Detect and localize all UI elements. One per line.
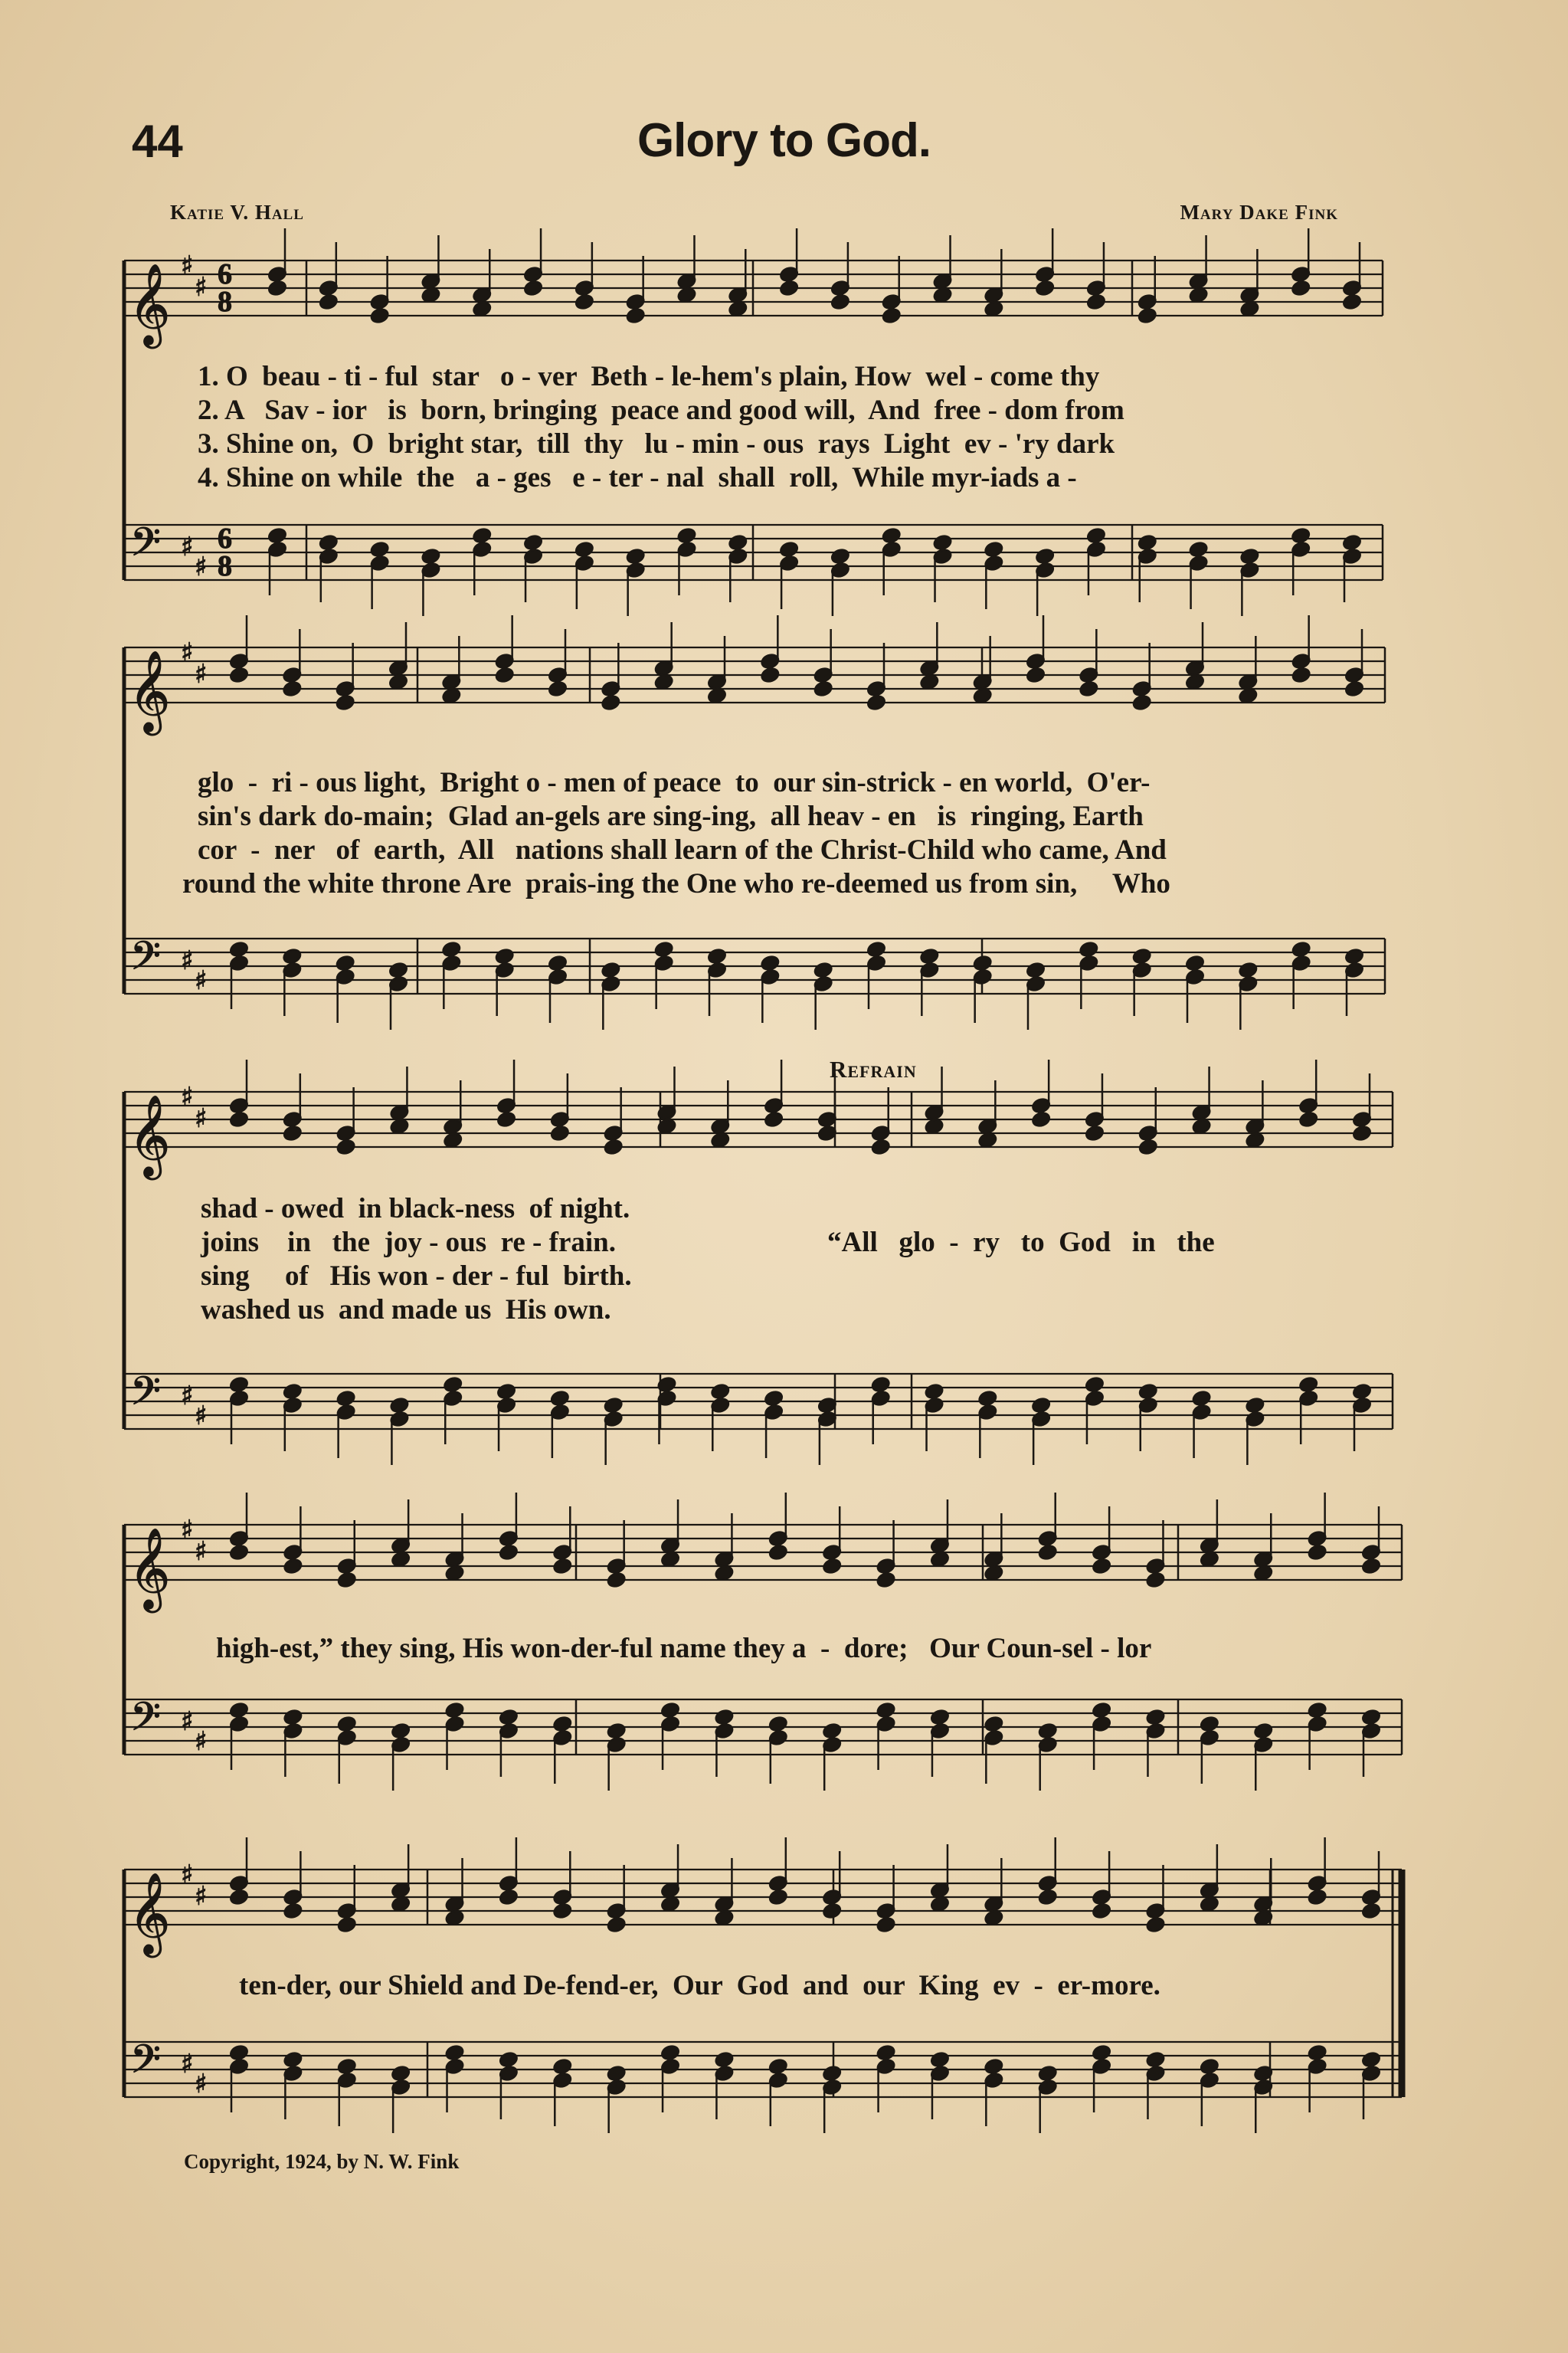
notehead	[1079, 941, 1098, 959]
notehead	[654, 941, 674, 959]
sharp-sign: ♯	[181, 532, 194, 562]
notehead	[1092, 1558, 1111, 1575]
treble-clef: 𝄞	[129, 650, 171, 732]
notehead	[924, 1383, 944, 1401]
notehead	[282, 948, 302, 965]
notehead	[866, 941, 886, 959]
notehead	[1344, 680, 1364, 698]
notehead	[607, 1916, 627, 1934]
notehead	[1352, 1125, 1372, 1142]
notehead	[1344, 948, 1364, 965]
notehead	[654, 673, 674, 691]
notehead	[267, 527, 287, 545]
notehead	[337, 1916, 357, 1934]
notehead	[919, 948, 939, 965]
notehead	[389, 1118, 409, 1136]
notehead	[1031, 1397, 1051, 1414]
refrain-line3: ten-der, our Shield and De-fend-er, Our God and our King ev - er-more.	[239, 1970, 1160, 2001]
notehead	[1092, 1902, 1111, 1920]
notehead	[229, 1111, 249, 1129]
sharp-sign: ♯	[181, 945, 194, 976]
notehead	[499, 1889, 519, 1906]
refrain-line1: “All glo - ry to God in the	[827, 1227, 1215, 1258]
notehead	[1298, 1111, 1318, 1129]
notehead	[984, 1909, 1003, 1927]
notehead	[1239, 548, 1259, 565]
notehead	[660, 1551, 680, 1568]
notehead	[552, 1558, 572, 1575]
notehead	[1253, 1565, 1273, 1582]
notehead	[444, 1909, 464, 1927]
notehead	[552, 1902, 572, 1920]
notehead	[229, 667, 249, 684]
notehead	[391, 1722, 411, 1740]
sharp-sign: ♯	[181, 1082, 194, 1113]
notehead	[1085, 1125, 1105, 1142]
verse3-line1: 3. Shine on, O bright star, till thy lu - min - ous rays Light ev - 'ry dark	[198, 428, 1115, 460]
notehead	[495, 667, 515, 684]
notehead	[882, 307, 902, 325]
notehead	[229, 941, 249, 959]
time-signature-digit: 6	[218, 258, 232, 290]
notehead	[1145, 1571, 1165, 1589]
notehead	[1291, 941, 1311, 959]
notehead	[1191, 1118, 1211, 1136]
notehead	[444, 1565, 464, 1582]
notehead	[1185, 955, 1205, 972]
notehead	[421, 287, 440, 304]
notehead	[707, 687, 727, 705]
notehead	[714, 1909, 734, 1927]
notehead	[229, 1702, 249, 1719]
notehead	[1308, 1889, 1327, 1906]
notehead	[319, 534, 339, 552]
notehead	[601, 694, 620, 712]
notehead	[499, 2051, 519, 2069]
notehead	[548, 680, 568, 698]
notehead	[604, 1139, 624, 1156]
lyricist-credit: Katie V. Hall	[170, 201, 304, 224]
notehead	[283, 1558, 303, 1575]
notehead	[496, 1111, 516, 1129]
notehead	[932, 287, 952, 304]
notehead	[822, 1722, 842, 1740]
refrain-line2: high-est,” they sing, His won-der-ful name they a - dore; Our Coun-sel - lor	[216, 1633, 1152, 1664]
notehead	[283, 1902, 303, 1920]
notehead	[1361, 1709, 1381, 1726]
notehead	[1138, 1139, 1158, 1156]
notehead	[1185, 673, 1205, 691]
notehead	[984, 1716, 1003, 1733]
notehead	[1291, 527, 1311, 545]
notehead	[660, 2044, 680, 2062]
sharp-sign: ♯	[181, 637, 194, 668]
verse2-line1: 2. A Sav - ior is born, bringing peace and good will, And free - dom from	[198, 395, 1124, 426]
notehead	[626, 307, 646, 325]
notehead	[391, 1896, 411, 1913]
notehead	[319, 293, 339, 311]
notehead	[1138, 534, 1157, 552]
notehead	[764, 1111, 784, 1129]
notehead	[1138, 1383, 1158, 1401]
notehead	[337, 2058, 357, 2076]
notehead	[876, 2044, 895, 2062]
copyright-notice: Copyright, 1924, by N. W. Fink	[184, 2150, 460, 2173]
treble-clef: 𝄞	[129, 1527, 171, 1609]
notehead	[472, 527, 492, 545]
sharp-sign: ♯	[195, 552, 208, 582]
notehead	[443, 1132, 463, 1149]
notehead	[607, 1571, 627, 1589]
sharp-sign: ♯	[195, 659, 208, 690]
notehead	[1132, 694, 1152, 712]
notehead	[714, 1709, 734, 1726]
notehead	[550, 1390, 570, 1408]
notehead	[1086, 527, 1106, 545]
notehead	[1132, 948, 1152, 965]
notehead	[1188, 287, 1208, 304]
notehead	[370, 541, 390, 559]
notehead	[707, 948, 727, 965]
notehead	[607, 1722, 627, 1740]
notehead	[871, 1376, 891, 1394]
notehead	[866, 694, 886, 712]
sharp-sign: ♯	[195, 272, 208, 303]
refrain-label: Refrain	[830, 1056, 917, 1083]
notehead	[626, 548, 646, 565]
notehead	[472, 300, 492, 318]
notehead	[607, 2065, 627, 2083]
notehead	[710, 1383, 730, 1401]
verse4-line2: round the white throne Are prais-ing the One who re-deemed us from sin, Who	[182, 868, 1170, 900]
notehead	[822, 1902, 842, 1920]
notehead	[768, 2058, 788, 2076]
notehead	[1038, 2065, 1058, 2083]
notehead	[1145, 2051, 1165, 2069]
notehead	[441, 687, 461, 705]
notehead	[984, 1565, 1003, 1582]
verse1-line2: glo - ri - ous light, Bright o - men of peace to our sin-strick - en world, O'er-	[198, 767, 1151, 798]
notehead	[930, 1709, 950, 1726]
verse2-line3: joins in the joy - ous re - frain.	[201, 1227, 616, 1258]
notehead	[779, 280, 799, 297]
notehead	[1145, 1709, 1165, 1726]
notehead	[552, 1716, 572, 1733]
notehead	[977, 1390, 997, 1408]
notehead	[229, 1889, 249, 1906]
notehead	[604, 1397, 624, 1414]
bass-clef: 𝄢	[130, 1368, 161, 1424]
notehead	[984, 2058, 1003, 2076]
verse4-line3: washed us and made us His own.	[201, 1294, 611, 1326]
notehead	[283, 1125, 303, 1142]
notehead	[876, 1571, 895, 1589]
notehead	[984, 541, 1003, 559]
notehead	[973, 955, 993, 972]
notehead	[760, 667, 780, 684]
notehead	[388, 962, 408, 979]
notehead	[495, 948, 515, 965]
notehead	[882, 527, 902, 545]
notehead	[813, 680, 833, 698]
notehead	[574, 293, 594, 311]
notehead	[229, 1376, 249, 1394]
notehead	[574, 541, 594, 559]
notehead	[1038, 1544, 1058, 1562]
notehead	[1092, 2044, 1111, 2062]
notehead	[336, 694, 355, 712]
notehead	[283, 1709, 303, 1726]
sharp-sign: ♯	[181, 1381, 194, 1411]
notehead	[499, 1709, 519, 1726]
sharp-sign: ♯	[195, 1726, 208, 1757]
notehead	[714, 1565, 734, 1582]
notehead	[1342, 534, 1362, 552]
notehead	[728, 300, 748, 318]
notehead	[919, 673, 939, 691]
hymn-title: Glory to God.	[637, 114, 931, 167]
notehead	[930, 1551, 950, 1568]
verse3-line2: cor - ner of earth, All nations shall learn of the Christ-Child who came, And	[198, 834, 1167, 866]
notehead	[660, 1702, 680, 1719]
bass-clef: 𝄢	[130, 519, 161, 575]
notehead	[444, 1702, 464, 1719]
sharp-sign: ♯	[195, 965, 208, 996]
time-signature-digit: 8	[218, 550, 232, 582]
notehead	[282, 680, 302, 698]
notehead	[1188, 541, 1208, 559]
notehead	[444, 2044, 464, 2062]
notehead	[523, 280, 543, 297]
notehead	[876, 1916, 895, 1934]
notehead	[499, 1544, 519, 1562]
notehead	[768, 1544, 788, 1562]
notehead	[388, 673, 408, 691]
notehead	[1138, 307, 1157, 325]
notehead	[660, 1896, 680, 1913]
hymn-number: 44	[132, 116, 183, 167]
notehead	[973, 687, 993, 705]
sharp-sign: ♯	[195, 2069, 208, 2099]
notehead	[1308, 1702, 1327, 1719]
notehead	[336, 955, 355, 972]
notehead	[267, 280, 287, 297]
sharp-sign: ♯	[195, 1103, 208, 1134]
notehead	[1200, 1551, 1219, 1568]
sharp-sign: ♯	[181, 1860, 194, 1890]
verse2-line2: sin's dark do-main; Glad an-gels are sing-ing, all heav - en is ringing, Earth	[198, 801, 1144, 832]
notehead	[768, 1716, 788, 1733]
notehead	[1253, 1722, 1273, 1740]
notehead	[601, 962, 620, 979]
notehead	[1079, 680, 1098, 698]
notehead	[421, 548, 440, 565]
time-signature-digit: 8	[218, 286, 232, 318]
treble-clef: 𝄞	[129, 263, 171, 345]
notehead	[1352, 1383, 1372, 1401]
notehead	[1191, 1390, 1211, 1408]
notehead	[283, 1383, 303, 1401]
notehead	[1200, 1896, 1219, 1913]
sharp-sign: ♯	[195, 1536, 208, 1567]
notehead	[1361, 1558, 1381, 1575]
treble-clef: 𝄞	[129, 1094, 171, 1176]
notehead	[370, 307, 390, 325]
notehead	[1200, 2058, 1219, 2076]
notehead	[391, 1551, 411, 1568]
composer-credit: Mary Dake Fink	[1180, 201, 1338, 224]
notehead	[779, 541, 799, 559]
notehead	[1308, 2044, 1327, 2062]
bass-clef: 𝄢	[130, 932, 161, 988]
notehead	[822, 1558, 842, 1575]
notehead	[1085, 1376, 1105, 1394]
notehead	[822, 2065, 842, 2083]
notehead	[1245, 1132, 1265, 1149]
notehead	[1038, 1722, 1058, 1740]
sharp-sign: ♯	[181, 1706, 194, 1737]
notehead	[1038, 1889, 1058, 1906]
notehead	[764, 1390, 784, 1408]
notehead	[710, 1132, 730, 1149]
notehead	[496, 1383, 516, 1401]
sharp-sign: ♯	[195, 1401, 208, 1431]
sharp-sign: ♯	[181, 1515, 194, 1545]
verse3-line3: sing of His won - der - ful birth.	[201, 1260, 632, 1292]
notehead	[1026, 667, 1046, 684]
notehead	[229, 1544, 249, 1562]
notehead	[1035, 280, 1055, 297]
notehead	[1035, 548, 1055, 565]
notehead	[1200, 1716, 1219, 1733]
notehead	[523, 534, 543, 552]
notehead	[1086, 293, 1106, 311]
notehead	[714, 2051, 734, 2069]
notehead	[441, 941, 461, 959]
notehead	[389, 1397, 409, 1414]
notehead	[1031, 1111, 1051, 1129]
notehead	[1361, 2051, 1381, 2069]
notehead	[1239, 300, 1259, 318]
notehead	[768, 1889, 788, 1906]
notehead	[229, 2044, 249, 2062]
notehead	[830, 293, 850, 311]
notehead	[813, 962, 833, 979]
sharp-sign: ♯	[181, 251, 194, 281]
verse4-line1: 4. Shine on while the a - ges e - ter - nal shall roll, While myr-iads a -	[198, 462, 1077, 493]
notehead	[550, 1125, 570, 1142]
notehead	[984, 300, 1003, 318]
notehead	[391, 2065, 411, 2083]
notehead	[1342, 293, 1362, 311]
notehead	[676, 527, 696, 545]
notehead	[1361, 1902, 1381, 1920]
notehead	[1245, 1397, 1265, 1414]
verse1-line3: shad - owed in black-ness of night.	[201, 1193, 630, 1224]
notehead	[283, 2051, 303, 2069]
notehead	[676, 287, 696, 304]
notehead	[1291, 280, 1311, 297]
notehead	[1238, 687, 1258, 705]
notehead	[871, 1139, 891, 1156]
notehead	[1291, 667, 1311, 684]
notehead	[977, 1132, 997, 1149]
time-signature-digit: 6	[218, 523, 232, 555]
notehead	[1026, 962, 1046, 979]
notehead	[443, 1376, 463, 1394]
notehead	[1308, 1544, 1327, 1562]
notehead	[552, 2058, 572, 2076]
sharp-sign: ♯	[195, 1881, 208, 1912]
notehead	[1238, 962, 1258, 979]
sharp-sign: ♯	[181, 2049, 194, 2079]
notehead	[337, 1716, 357, 1733]
notehead	[548, 955, 568, 972]
bass-clef: 𝄢	[130, 2036, 161, 2092]
notehead	[728, 534, 748, 552]
notehead	[876, 1702, 895, 1719]
notehead	[1145, 1916, 1165, 1934]
notehead	[932, 534, 952, 552]
notehead	[924, 1118, 944, 1136]
notehead	[337, 1571, 357, 1589]
notehead	[930, 2051, 950, 2069]
treble-clef: 𝄞	[129, 1872, 171, 1954]
notehead	[336, 1139, 356, 1156]
notehead	[930, 1896, 950, 1913]
notehead	[336, 1390, 356, 1408]
notehead	[1298, 1376, 1318, 1394]
notehead	[760, 955, 780, 972]
verse1-line1: 1. O beau - ti - ful star o - ver Beth - le-hem's plain, How wel - come thy	[198, 361, 1100, 392]
bass-clef: 𝄢	[130, 1693, 161, 1749]
notehead	[1092, 1702, 1111, 1719]
notehead	[830, 548, 850, 565]
